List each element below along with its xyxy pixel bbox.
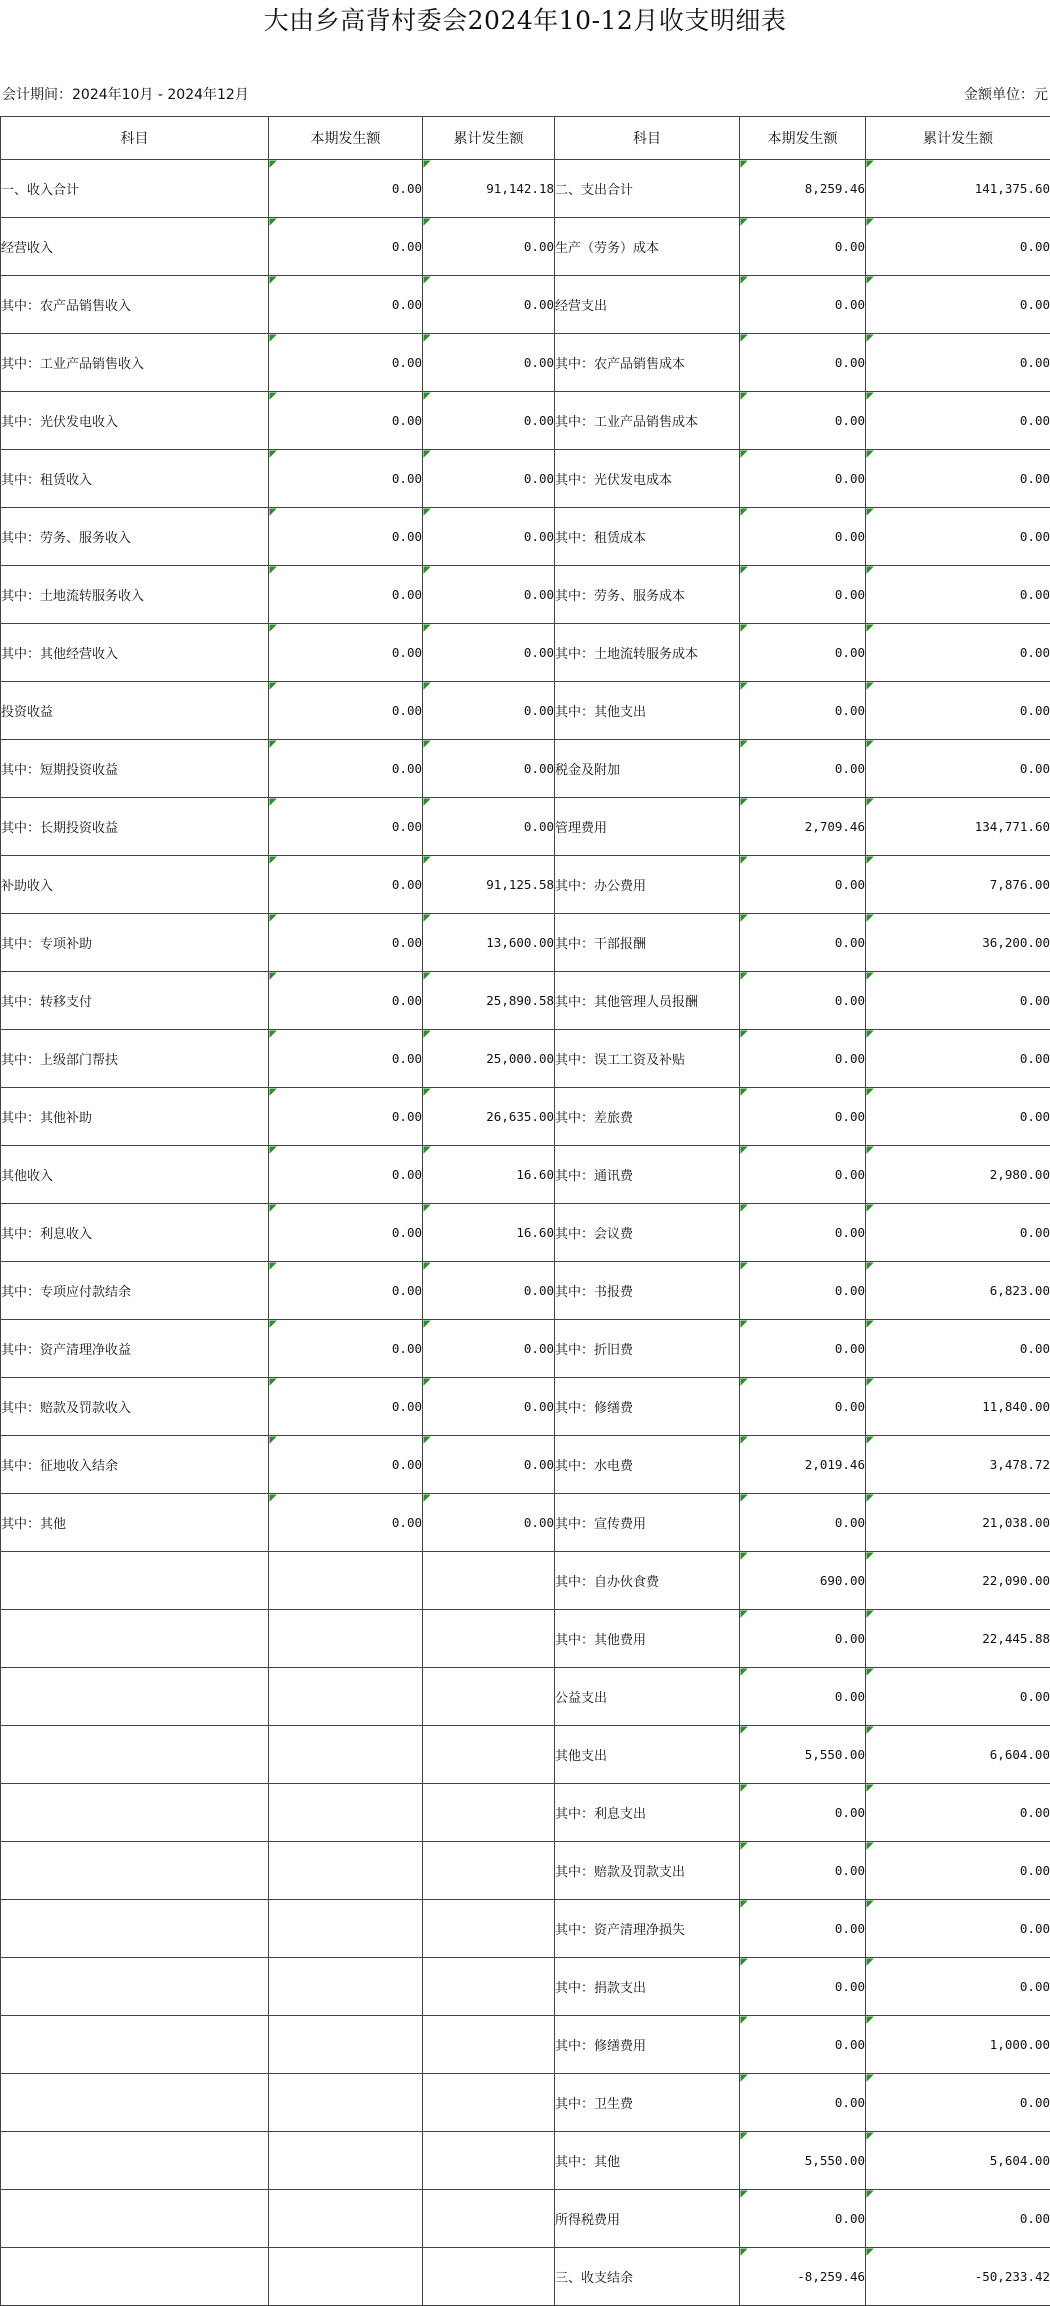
- right-cumulative-amount-cell: 22,445.88: [866, 1610, 1050, 1668]
- right-subject-cell: 三、收支结余: [555, 2248, 740, 2306]
- left-subject-cell: [1, 2016, 269, 2074]
- left-current-amount-cell: 0.00: [269, 1378, 423, 1436]
- right-cumulative-amount-cell: 0.00: [866, 218, 1050, 276]
- right-current-amount-cell: 8,259.46: [740, 160, 866, 218]
- left-cumulative-amount-cell: [423, 1726, 555, 1784]
- left-current-amount-cell: 0.00: [269, 1262, 423, 1320]
- accounting-period: 会计期间：2024年10月 - 2024年12月: [2, 85, 249, 105]
- left-subject-cell: 其中：其他经营收入: [1, 624, 269, 682]
- right-current-amount-cell: 690.00: [740, 1552, 866, 1610]
- right-current-amount-cell: 0.00: [740, 1378, 866, 1436]
- left-cumulative-amount-cell: 0.00: [423, 1262, 555, 1320]
- right-subject-cell: 其中：光伏发电成本: [555, 450, 740, 508]
- table-row: [1, 1610, 1050, 1668]
- right-cumulative-amount-cell: 11,840.00: [866, 1378, 1050, 1436]
- left-current-amount-cell: 0.00: [269, 856, 423, 914]
- left-subject-cell: 经营收入: [1, 218, 269, 276]
- right-cumulative-amount-cell: 0.00: [866, 2074, 1050, 2132]
- left-cumulative-amount-cell: 25,890.58: [423, 972, 555, 1030]
- right-cumulative-amount-cell: 134,771.60: [866, 798, 1050, 856]
- left-subject-cell: [1, 1552, 269, 1610]
- right-subject-cell: 其中：修缮费: [555, 1378, 740, 1436]
- left-subject-cell: 其中：利息收入: [1, 1204, 269, 1262]
- right-cumulative-amount-cell: 0.00: [866, 1784, 1050, 1842]
- right-current-amount-cell: 0.00: [740, 1262, 866, 1320]
- right-cumulative-amount-cell: -50,233.42: [866, 2248, 1050, 2306]
- right-cumulative-amount-cell: 0.00: [866, 1320, 1050, 1378]
- table-row: [1, 624, 1050, 682]
- left-cumulative-amount-cell: 91,125.58: [423, 856, 555, 914]
- left-current-amount-cell: 0.00: [269, 1436, 423, 1494]
- table-row: [1, 1668, 1050, 1726]
- right-subject-cell: 其中：自办伙食费: [555, 1552, 740, 1610]
- left-subject-cell: 其中：其他: [1, 1494, 269, 1552]
- table-row: [1, 450, 1050, 508]
- right-current-amount-cell: 0.00: [740, 1668, 866, 1726]
- right-subject-cell: 其中：通讯费: [555, 1146, 740, 1204]
- left-cumulative-amount-cell: [423, 2074, 555, 2132]
- table-row: [1, 740, 1050, 798]
- left-subject-cell: 一、收入合计: [1, 160, 269, 218]
- table-row: [1, 856, 1050, 914]
- left-current-amount-cell: [269, 1668, 423, 1726]
- table-row: [1, 1320, 1050, 1378]
- left-current-amount-cell: 0.00: [269, 334, 423, 392]
- right-subject-cell: 其中：土地流转服务成本: [555, 624, 740, 682]
- table-row: [1, 1262, 1050, 1320]
- table-row: [1, 2190, 1050, 2248]
- table-row: [1, 566, 1050, 624]
- left-current-amount-cell: [269, 1784, 423, 1842]
- right-current-amount-cell: 0.00: [740, 1146, 866, 1204]
- left-cumulative-amount-cell: 0.00: [423, 218, 555, 276]
- table-row: [1, 1958, 1050, 2016]
- right-subject-cell: 生产（劳务）成本: [555, 218, 740, 276]
- header-right-subject: 科目: [555, 117, 740, 160]
- header-right-cumulative: 累计发生额: [866, 117, 1050, 160]
- left-current-amount-cell: [269, 2248, 423, 2306]
- right-cumulative-amount-cell: 1,000.00: [866, 2016, 1050, 2074]
- left-subject-cell: 其中：劳务、服务收入: [1, 508, 269, 566]
- right-subject-cell: 其中：宣传费用: [555, 1494, 740, 1552]
- table-row: [1, 160, 1050, 218]
- right-cumulative-amount-cell: 0.00: [866, 334, 1050, 392]
- left-subject-cell: [1, 2190, 269, 2248]
- right-subject-cell: 其中：捐款支出: [555, 1958, 740, 2016]
- left-cumulative-amount-cell: 91,142.18: [423, 160, 555, 218]
- left-subject-cell: [1, 1726, 269, 1784]
- left-cumulative-amount-cell: [423, 1842, 555, 1900]
- left-cumulative-amount-cell: 16.60: [423, 1146, 555, 1204]
- left-cumulative-amount-cell: 0.00: [423, 566, 555, 624]
- right-cumulative-amount-cell: 0.00: [866, 2190, 1050, 2248]
- left-cumulative-amount-cell: [423, 1668, 555, 1726]
- right-current-amount-cell: 0.00: [740, 1494, 866, 1552]
- right-subject-cell: 其中：其他费用: [555, 1610, 740, 1668]
- left-subject-cell: 其中：其他补助: [1, 1088, 269, 1146]
- right-cumulative-amount-cell: 0.00: [866, 276, 1050, 334]
- left-cumulative-amount-cell: 0.00: [423, 682, 555, 740]
- left-subject-cell: 其中：土地流转服务收入: [1, 566, 269, 624]
- right-current-amount-cell: 0.00: [740, 450, 866, 508]
- left-current-amount-cell: [269, 1610, 423, 1668]
- left-subject-cell: [1, 2074, 269, 2132]
- left-current-amount-cell: [269, 1900, 423, 1958]
- left-current-amount-cell: [269, 2016, 423, 2074]
- right-cumulative-amount-cell: 2,980.00: [866, 1146, 1050, 1204]
- left-current-amount-cell: [269, 2190, 423, 2248]
- right-cumulative-amount-cell: 6,604.00: [866, 1726, 1050, 1784]
- right-current-amount-cell: 0.00: [740, 972, 866, 1030]
- right-current-amount-cell: 0.00: [740, 2016, 866, 2074]
- left-subject-cell: 其中：转移支付: [1, 972, 269, 1030]
- left-subject-cell: 其他收入: [1, 1146, 269, 1204]
- left-cumulative-amount-cell: 26,635.00: [423, 1088, 555, 1146]
- right-subject-cell: 其他支出: [555, 1726, 740, 1784]
- right-current-amount-cell: 0.00: [740, 1088, 866, 1146]
- right-current-amount-cell: 0.00: [740, 566, 866, 624]
- left-current-amount-cell: 0.00: [269, 1146, 423, 1204]
- right-subject-cell: 其中：其他支出: [555, 682, 740, 740]
- left-subject-cell: 其中：短期投资收益: [1, 740, 269, 798]
- right-current-amount-cell: 0.00: [740, 508, 866, 566]
- table-row: [1, 2248, 1050, 2306]
- left-subject-cell: 其中：工业产品销售收入: [1, 334, 269, 392]
- right-cumulative-amount-cell: 0.00: [866, 1088, 1050, 1146]
- left-subject-cell: [1, 2248, 269, 2306]
- right-subject-cell: 其中：其他管理人员报酬: [555, 972, 740, 1030]
- right-cumulative-amount-cell: 0.00: [866, 682, 1050, 740]
- right-cumulative-amount-cell: 0.00: [866, 1668, 1050, 1726]
- left-cumulative-amount-cell: 0.00: [423, 1320, 555, 1378]
- left-cumulative-amount-cell: [423, 1552, 555, 1610]
- left-current-amount-cell: 0.00: [269, 508, 423, 566]
- table-body: [1, 160, 1050, 2306]
- page-title: 大由乡高背村委会2024年10-12月收支明细表: [0, 0, 1050, 42]
- left-cumulative-amount-cell: [423, 1610, 555, 1668]
- left-subject-cell: [1, 1784, 269, 1842]
- left-current-amount-cell: 0.00: [269, 624, 423, 682]
- left-current-amount-cell: 0.00: [269, 1088, 423, 1146]
- left-current-amount-cell: 0.00: [269, 740, 423, 798]
- right-current-amount-cell: 0.00: [740, 1320, 866, 1378]
- left-subject-cell: [1, 1842, 269, 1900]
- header-left-current: 本期发生额: [269, 117, 423, 160]
- right-current-amount-cell: 0.00: [740, 1204, 866, 1262]
- right-subject-cell: 其中：水电费: [555, 1436, 740, 1494]
- left-current-amount-cell: 0.00: [269, 972, 423, 1030]
- table-row: [1, 334, 1050, 392]
- left-current-amount-cell: 0.00: [269, 566, 423, 624]
- left-cumulative-amount-cell: [423, 2016, 555, 2074]
- right-current-amount-cell: 0.00: [740, 2074, 866, 2132]
- right-subject-cell: 经营支出: [555, 276, 740, 334]
- table-row: [1, 276, 1050, 334]
- left-current-amount-cell: 0.00: [269, 1030, 423, 1088]
- left-current-amount-cell: [269, 1726, 423, 1784]
- right-current-amount-cell: 2,709.46: [740, 798, 866, 856]
- right-current-amount-cell: 0.00: [740, 1784, 866, 1842]
- right-current-amount-cell: 0.00: [740, 392, 866, 450]
- left-subject-cell: [1, 2132, 269, 2190]
- right-subject-cell: 其中：折旧费: [555, 1320, 740, 1378]
- left-cumulative-amount-cell: 0.00: [423, 1378, 555, 1436]
- left-subject-cell: 其中：征地收入结余: [1, 1436, 269, 1494]
- right-cumulative-amount-cell: 0.00: [866, 566, 1050, 624]
- left-current-amount-cell: 0.00: [269, 450, 423, 508]
- right-cumulative-amount-cell: 0.00: [866, 972, 1050, 1030]
- table-row: [1, 1784, 1050, 1842]
- left-cumulative-amount-cell: 0.00: [423, 450, 555, 508]
- right-subject-cell: 其中：干部报酬: [555, 914, 740, 972]
- table-row: [1, 1900, 1050, 1958]
- left-current-amount-cell: 0.00: [269, 392, 423, 450]
- table-row: [1, 1030, 1050, 1088]
- left-current-amount-cell: 0.00: [269, 218, 423, 276]
- right-current-amount-cell: 5,550.00: [740, 1726, 866, 1784]
- left-subject-cell: 补助收入: [1, 856, 269, 914]
- right-subject-cell: 所得税费用: [555, 2190, 740, 2248]
- left-current-amount-cell: 0.00: [269, 1320, 423, 1378]
- amount-unit: 金额单位：元: [964, 85, 1048, 105]
- right-current-amount-cell: 2,019.46: [740, 1436, 866, 1494]
- right-cumulative-amount-cell: 3,478.72: [866, 1436, 1050, 1494]
- left-cumulative-amount-cell: 0.00: [423, 276, 555, 334]
- left-cumulative-amount-cell: [423, 2190, 555, 2248]
- left-current-amount-cell: [269, 2074, 423, 2132]
- right-current-amount-cell: 0.00: [740, 1842, 866, 1900]
- right-subject-cell: 管理费用: [555, 798, 740, 856]
- table-row: [1, 1204, 1050, 1262]
- right-subject-cell: 其中：农产品销售成本: [555, 334, 740, 392]
- left-current-amount-cell: [269, 1552, 423, 1610]
- right-cumulative-amount-cell: 0.00: [866, 508, 1050, 566]
- left-current-amount-cell: [269, 1842, 423, 1900]
- left-subject-cell: 其中：专项补助: [1, 914, 269, 972]
- left-subject-cell: 其中：租赁收入: [1, 450, 269, 508]
- left-cumulative-amount-cell: [423, 1784, 555, 1842]
- right-subject-cell: 其中：会议费: [555, 1204, 740, 1262]
- left-current-amount-cell: 0.00: [269, 914, 423, 972]
- right-current-amount-cell: 0.00: [740, 740, 866, 798]
- left-cumulative-amount-cell: 0.00: [423, 508, 555, 566]
- right-current-amount-cell: 0.00: [740, 1958, 866, 2016]
- right-cumulative-amount-cell: 6,823.00: [866, 1262, 1050, 1320]
- right-current-amount-cell: 0.00: [740, 2190, 866, 2248]
- table-row: [1, 2074, 1050, 2132]
- right-subject-cell: 其中：其他: [555, 2132, 740, 2190]
- left-cumulative-amount-cell: 0.00: [423, 1494, 555, 1552]
- table-row: [1, 1552, 1050, 1610]
- table-row: [1, 2016, 1050, 2074]
- left-cumulative-amount-cell: 0.00: [423, 392, 555, 450]
- right-cumulative-amount-cell: 0.00: [866, 1900, 1050, 1958]
- left-cumulative-amount-cell: [423, 1900, 555, 1958]
- left-current-amount-cell: 0.00: [269, 1204, 423, 1262]
- right-subject-cell: 二、支出合计: [555, 160, 740, 218]
- right-subject-cell: 税金及附加: [555, 740, 740, 798]
- left-cumulative-amount-cell: 0.00: [423, 624, 555, 682]
- right-current-amount-cell: 0.00: [740, 624, 866, 682]
- table-row: [1, 508, 1050, 566]
- header-left-subject: 科目: [1, 117, 269, 160]
- right-cumulative-amount-cell: 7,876.00: [866, 856, 1050, 914]
- left-current-amount-cell: 0.00: [269, 682, 423, 740]
- right-cumulative-amount-cell: 0.00: [866, 1204, 1050, 1262]
- left-cumulative-amount-cell: 0.00: [423, 334, 555, 392]
- table-row: [1, 1494, 1050, 1552]
- table-row: [1, 1842, 1050, 1900]
- left-cumulative-amount-cell: 25,000.00: [423, 1030, 555, 1088]
- left-cumulative-amount-cell: [423, 2132, 555, 2190]
- left-subject-cell: 其中：资产清理净收益: [1, 1320, 269, 1378]
- right-subject-cell: 其中：差旅费: [555, 1088, 740, 1146]
- right-current-amount-cell: 0.00: [740, 682, 866, 740]
- left-cumulative-amount-cell: 0.00: [423, 1436, 555, 1494]
- left-subject-cell: [1, 1900, 269, 1958]
- table-row: [1, 1726, 1050, 1784]
- right-subject-cell: 其中：误工工资及补贴: [555, 1030, 740, 1088]
- right-current-amount-cell: 0.00: [740, 1030, 866, 1088]
- right-current-amount-cell: -8,259.46: [740, 2248, 866, 2306]
- income-expense-table: [0, 116, 1050, 2306]
- table-row: [1, 218, 1050, 276]
- left-current-amount-cell: 0.00: [269, 798, 423, 856]
- right-subject-cell: 公益支出: [555, 1668, 740, 1726]
- right-cumulative-amount-cell: 36,200.00: [866, 914, 1050, 972]
- header-right-current: 本期发生额: [740, 117, 866, 160]
- left-cumulative-amount-cell: 0.00: [423, 798, 555, 856]
- right-current-amount-cell: 0.00: [740, 1610, 866, 1668]
- table-row: [1, 1088, 1050, 1146]
- left-current-amount-cell: 0.00: [269, 1494, 423, 1552]
- right-current-amount-cell: 0.00: [740, 218, 866, 276]
- left-current-amount-cell: 0.00: [269, 276, 423, 334]
- right-subject-cell: 其中：工业产品销售成本: [555, 392, 740, 450]
- right-cumulative-amount-cell: 141,375.60: [866, 160, 1050, 218]
- left-subject-cell: [1, 1610, 269, 1668]
- left-subject-cell: 其中：农产品销售收入: [1, 276, 269, 334]
- right-subject-cell: 其中：修缮费用: [555, 2016, 740, 2074]
- right-subject-cell: 其中：赔款及罚款支出: [555, 1842, 740, 1900]
- right-current-amount-cell: 0.00: [740, 856, 866, 914]
- right-cumulative-amount-cell: 0.00: [866, 450, 1050, 508]
- left-cumulative-amount-cell: [423, 1958, 555, 2016]
- right-cumulative-amount-cell: 5,604.00: [866, 2132, 1050, 2190]
- left-current-amount-cell: 0.00: [269, 160, 423, 218]
- left-subject-cell: 其中：上级部门帮扶: [1, 1030, 269, 1088]
- right-subject-cell: 其中：书报费: [555, 1262, 740, 1320]
- left-subject-cell: 其中：长期投资收益: [1, 798, 269, 856]
- right-subject-cell: 其中：利息支出: [555, 1784, 740, 1842]
- right-cumulative-amount-cell: 21,038.00: [866, 1494, 1050, 1552]
- left-subject-cell: [1, 1958, 269, 2016]
- left-cumulative-amount-cell: 16.60: [423, 1204, 555, 1262]
- table-row: [1, 972, 1050, 1030]
- right-current-amount-cell: 0.00: [740, 334, 866, 392]
- right-cumulative-amount-cell: 0.00: [866, 1842, 1050, 1900]
- right-cumulative-amount-cell: 0.00: [866, 1958, 1050, 2016]
- table-row: [1, 682, 1050, 740]
- left-cumulative-amount-cell: 0.00: [423, 740, 555, 798]
- table-row: [1, 392, 1050, 450]
- right-current-amount-cell: 5,550.00: [740, 2132, 866, 2190]
- right-cumulative-amount-cell: 0.00: [866, 624, 1050, 682]
- right-subject-cell: 其中：劳务、服务成本: [555, 566, 740, 624]
- right-subject-cell: 其中：办公费用: [555, 856, 740, 914]
- right-cumulative-amount-cell: 0.00: [866, 740, 1050, 798]
- left-cumulative-amount-cell: 13,600.00: [423, 914, 555, 972]
- right-subject-cell: 其中：资产清理净损失: [555, 1900, 740, 1958]
- right-cumulative-amount-cell: 0.00: [866, 1030, 1050, 1088]
- table-row: [1, 798, 1050, 856]
- left-subject-cell: 投资收益: [1, 682, 269, 740]
- left-current-amount-cell: [269, 2132, 423, 2190]
- header-left-cumulative: 累计发生额: [423, 117, 555, 160]
- left-cumulative-amount-cell: [423, 2248, 555, 2306]
- right-current-amount-cell: 0.00: [740, 276, 866, 334]
- left-subject-cell: 其中：光伏发电收入: [1, 392, 269, 450]
- right-current-amount-cell: 0.00: [740, 1900, 866, 1958]
- table-row: [1, 1378, 1050, 1436]
- table-row: [1, 2132, 1050, 2190]
- right-current-amount-cell: 0.00: [740, 914, 866, 972]
- left-subject-cell: [1, 1668, 269, 1726]
- left-subject-cell: 其中：赔款及罚款收入: [1, 1378, 269, 1436]
- right-cumulative-amount-cell: 22,090.00: [866, 1552, 1050, 1610]
- table-row: [1, 1146, 1050, 1204]
- table-header-row: [1, 117, 1050, 160]
- table-row: [1, 914, 1050, 972]
- table-row: [1, 1436, 1050, 1494]
- right-subject-cell: 其中：卫生费: [555, 2074, 740, 2132]
- right-cumulative-amount-cell: 0.00: [866, 392, 1050, 450]
- left-current-amount-cell: [269, 1958, 423, 2016]
- right-subject-cell: 其中：租赁成本: [555, 508, 740, 566]
- left-subject-cell: 其中：专项应付款结余: [1, 1262, 269, 1320]
